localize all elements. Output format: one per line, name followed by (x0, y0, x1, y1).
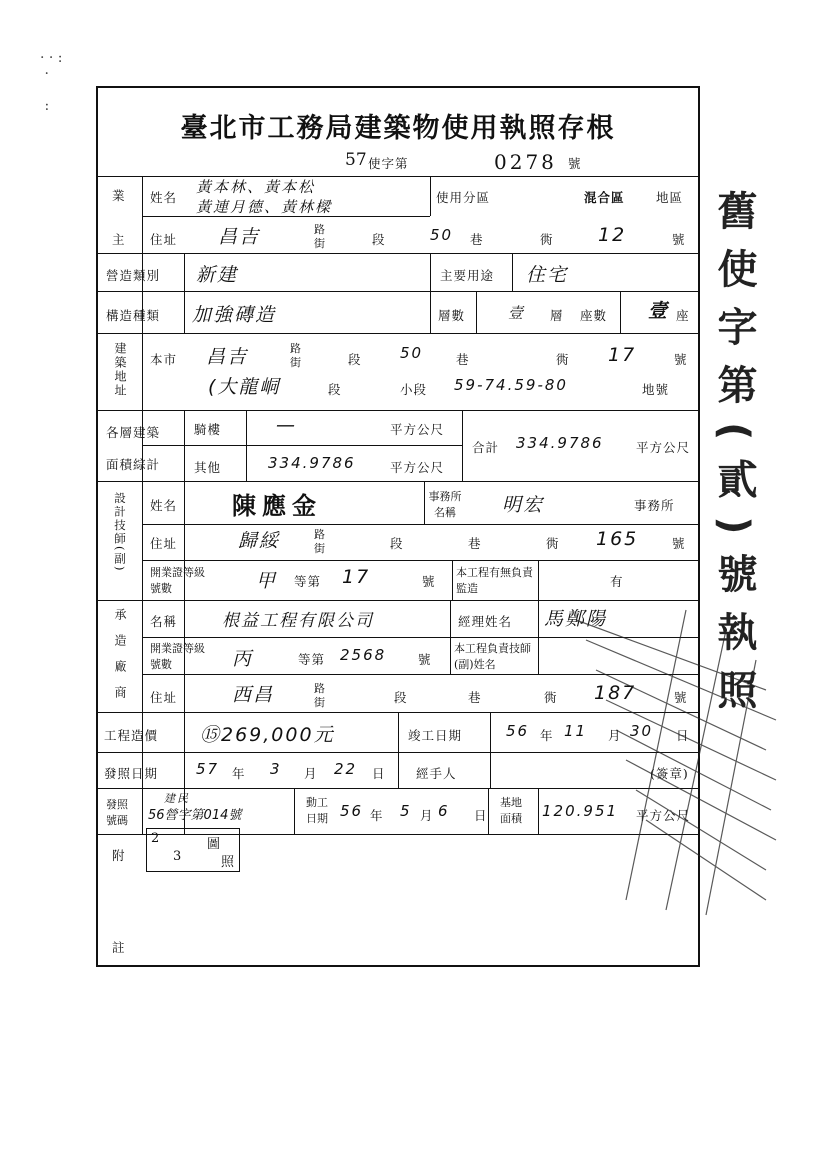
issue-no-prefix: 建民 (164, 792, 190, 805)
site-alley-label: 衖 (556, 352, 570, 367)
contractor-name-value: 根益工程有限公司 (222, 611, 374, 631)
issue-day-label: 日 (372, 766, 386, 781)
site-area-value: 120.951 (542, 802, 619, 820)
contractor-no-value: 187 (594, 682, 637, 704)
cost-label: 工程造價 (104, 728, 159, 743)
stamp-mark-1: 2 (151, 831, 160, 846)
designer-license-no: 號 (422, 574, 436, 589)
grid-line (184, 410, 185, 481)
site-subsection-label: 小段 (400, 382, 428, 397)
remarks-label-2: 註 (112, 940, 126, 955)
grid-line (142, 637, 698, 638)
designer-license-label: 開業證等級號數 (150, 566, 205, 595)
permit-suffix: 號 (568, 156, 582, 171)
site-lot-value: 59-74.59-80 (454, 376, 568, 394)
permit-type: 使字第 (368, 156, 409, 171)
office-suffix: 事務所 (634, 498, 675, 513)
designer-license-value: 17 (342, 566, 371, 588)
contractor-license-no: 號 (418, 652, 432, 667)
issue-month-label: 月 (304, 766, 318, 781)
grid-line (98, 600, 698, 601)
cost-value: ⑮269,000元 (200, 724, 335, 746)
owner-road-label: 路 (314, 223, 325, 236)
grid-line (398, 712, 399, 752)
site-road-value: 昌吉 (206, 346, 249, 368)
area-total-label: 面積綜計 (106, 457, 161, 472)
completion-day-label: 日 (676, 728, 690, 743)
grid-line (142, 674, 698, 675)
grid-line (430, 176, 431, 216)
site-lot-label: 地號 (642, 382, 670, 397)
designer-no-value: 165 (596, 528, 639, 550)
construction-cat-value: 新建 (196, 264, 239, 286)
start-date-label: 動工日期 (306, 796, 328, 825)
grid-line (620, 291, 621, 333)
grid-line (142, 524, 698, 525)
contractor-grade-value: 丙 (232, 648, 254, 670)
issue-month: 3 (270, 760, 282, 778)
manager-name-value: 馬鄭陽 (544, 608, 608, 630)
owner-section-label: 段 (372, 232, 386, 247)
designer-road-value: 歸綏 (238, 530, 281, 552)
other-label: 其他 (194, 460, 222, 475)
contractor-road-label: 路 (314, 682, 325, 695)
owner-alley-label: 衖 (540, 232, 554, 247)
stamp-mark-3: 圖 (207, 837, 221, 852)
grid-line (98, 481, 698, 482)
designer-alley-label: 衖 (546, 536, 560, 551)
grid-line (452, 560, 453, 600)
owner-no-value: 12 (598, 224, 627, 246)
total-label: 合計 (472, 440, 500, 455)
contractor-road-value: 西昌 (232, 684, 275, 706)
grid-line (98, 410, 698, 411)
grid-line (450, 600, 451, 674)
grid-line (98, 176, 698, 177)
contractor-label: 承造廠商 (113, 608, 127, 712)
site-street-label: 街 (290, 356, 301, 369)
site-district-label: 段 (328, 382, 342, 397)
grid-line (430, 253, 431, 333)
issue-year-label: 年 (232, 766, 246, 781)
contractor-alley-label: 衖 (544, 690, 558, 705)
contractor-lane-label: 巷 (468, 690, 482, 705)
designer-grade-label: 等第 (294, 574, 322, 589)
owner-lane-value: 50 (430, 226, 454, 244)
start-month: 5 (400, 802, 412, 820)
floor-area-label: 各層建築 (106, 425, 161, 440)
designer-name-value: 陳應金 (232, 492, 322, 520)
designer-street-label: 街 (314, 542, 325, 555)
site-no-value: 17 (608, 344, 637, 366)
other-area-value: 334.9786 (268, 454, 356, 472)
designer-name-label: 姓名 (150, 498, 178, 513)
grid-line (512, 253, 513, 291)
zone-suffix: 地區 (656, 190, 684, 205)
issue-day: 22 (334, 760, 358, 778)
main-use-value: 住宅 (526, 264, 569, 286)
grid-line (424, 481, 425, 524)
grid-line (538, 600, 539, 674)
arcade-sqm: 平方公尺 (390, 422, 445, 437)
stamp-mark-4: 照 (221, 855, 235, 870)
grid-line (488, 788, 489, 834)
owner-lane-label: 巷 (470, 232, 484, 247)
contractor-no-label: 號 (674, 690, 688, 705)
site-section-label: 段 (348, 352, 362, 367)
completion-year-label: 年 (540, 728, 554, 743)
start-day: 6 (438, 802, 450, 820)
designer-label: 設計技師(副) (113, 492, 127, 573)
remarks-label: 附 (112, 848, 126, 863)
owner-street-label: 街 (314, 237, 325, 250)
manager-label: 經理姓名 (458, 614, 513, 629)
permit-number: 0278 (494, 150, 557, 174)
grid-line (142, 445, 462, 446)
designer-lane-label: 巷 (468, 536, 482, 551)
city-label: 本市 (150, 352, 178, 367)
start-month-label: 月 (420, 808, 434, 823)
owner-names-line-2: 黃連月德、黃林樑 (196, 198, 333, 216)
contractor-grade-label: 等第 (298, 652, 326, 667)
owner-name-label: 姓名 (150, 190, 178, 205)
site-district-value: (大龍峒 (208, 376, 281, 398)
side-annotation: 舊使字第(貳)號執照 (711, 190, 757, 727)
designer-address-label: 住址 (150, 536, 178, 551)
contractor-license-value: 2568 (340, 646, 387, 664)
total-sqm: 平方公尺 (636, 440, 691, 455)
issue-date-label: 發照日期 (104, 766, 159, 781)
grid-line (490, 712, 491, 752)
designer-road-label: 路 (314, 528, 325, 541)
office-label: 事務所名稱 (428, 490, 462, 519)
contractor-name-label: 名稱 (150, 614, 178, 629)
permit-year: 57 (345, 150, 367, 170)
grid-line (398, 752, 399, 788)
main-use-label: 主要用途 (440, 268, 495, 283)
completion-month-label: 月 (608, 728, 622, 743)
structure-label: 構造種類 (106, 308, 161, 323)
buildings-label: 座數 (580, 308, 608, 323)
arcade-value: — (276, 414, 297, 436)
grid-line (184, 481, 185, 712)
structure-value: 加強磚造 (192, 304, 277, 326)
buildings-value: 壹 (648, 300, 670, 322)
seal-label: (簽章) (650, 766, 689, 781)
designer-section-label: 段 (390, 536, 404, 551)
grid-line (98, 291, 698, 292)
completion-month: 11 (564, 722, 588, 740)
floors-value: 壹 (508, 304, 526, 322)
completion-label: 竣工日期 (408, 728, 463, 743)
site-road-label: 路 (290, 342, 301, 355)
form-title: 臺北市工務局建築物使用執照存根 (180, 113, 616, 144)
grid-line (246, 410, 247, 481)
grid-line (98, 333, 698, 334)
grid-line (142, 560, 698, 561)
tech-label: 本工程負責技師(副)姓名 (454, 642, 531, 671)
start-year-label: 年 (370, 808, 384, 823)
grid-line (184, 253, 185, 333)
contractor-section-label: 段 (394, 690, 408, 705)
supervision-label: 本工程有無負責監造 (456, 566, 533, 595)
zone-value: 混合區 (584, 190, 625, 205)
owner-label: 業 (112, 188, 126, 203)
contractor-address-label: 住址 (150, 690, 178, 705)
grid-line (294, 788, 295, 834)
grid-line (462, 410, 463, 481)
site-lane-label: 巷 (456, 352, 470, 367)
zone-label: 使用分區 (436, 190, 491, 205)
scan-noise: · · : · : (40, 50, 63, 114)
supervision-value: 有 (610, 574, 624, 589)
floors-unit: 層 (550, 308, 564, 323)
stamp-box (146, 828, 240, 872)
owner-road-value: 昌吉 (218, 226, 261, 248)
site-no-label: 號 (674, 352, 688, 367)
floors-label: 層數 (438, 308, 466, 323)
site-lane-value: 50 (400, 344, 424, 362)
owner-label-2: 主 (112, 232, 126, 247)
designer-no-label: 號 (672, 536, 686, 551)
issue-no-value: 56營字第014號 (148, 808, 242, 823)
site-area-label: 基地面積 (500, 796, 522, 825)
grid-line (538, 560, 539, 600)
other-sqm: 平方公尺 (390, 460, 445, 475)
start-year: 56 (340, 802, 364, 820)
construction-cat-label: 營造類別 (106, 268, 161, 283)
completion-day: 30 (630, 722, 654, 740)
stamp-mark-2: 3 (173, 849, 182, 864)
handler-label: 經手人 (416, 766, 457, 781)
site-address-label: 建築地址 (113, 342, 127, 398)
grid-line (538, 788, 539, 834)
owner-names-line-1: 黃本林、黃本松 (196, 178, 316, 196)
grid-line (98, 788, 698, 789)
issue-no-label: 發照號碼 (106, 798, 128, 827)
contractor-street-label: 街 (314, 696, 325, 709)
contractor-license-label: 開業證等級號數 (150, 642, 205, 671)
owner-address-label: 住址 (150, 232, 178, 247)
designer-grade-value: 甲 (256, 570, 278, 592)
grid-line (476, 291, 477, 333)
site-area-sqm: 平方公尺 (636, 808, 691, 823)
owner-no-label: 號 (672, 232, 686, 247)
total-area-value: 334.9786 (516, 434, 604, 452)
buildings-unit: 座 (676, 308, 690, 323)
grid-line (490, 752, 491, 788)
issue-year: 57 (196, 760, 220, 778)
arcade-label: 騎樓 (194, 422, 222, 437)
completion-year: 56 (506, 722, 530, 740)
start-day-label: 日 (474, 808, 488, 823)
grid-line (98, 253, 698, 254)
designer-office-value: 明宏 (502, 494, 545, 516)
